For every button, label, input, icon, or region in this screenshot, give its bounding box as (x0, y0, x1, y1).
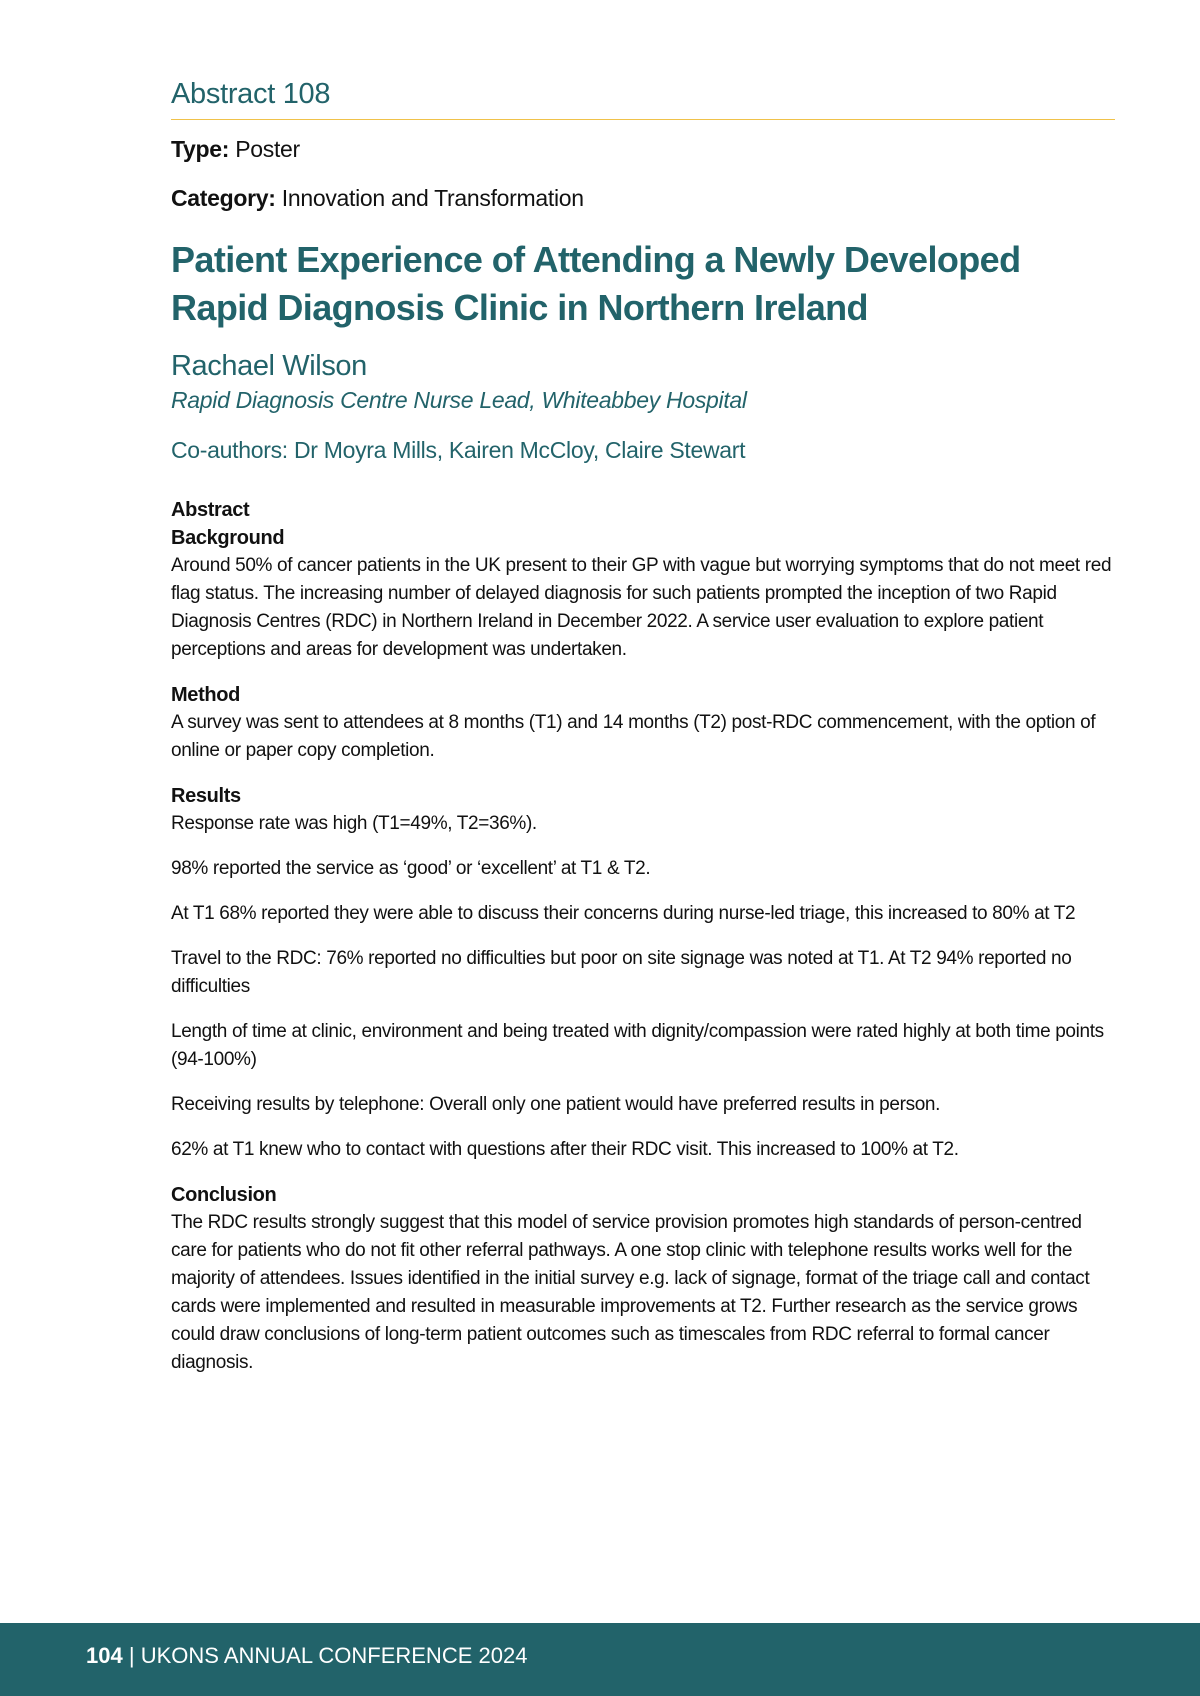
type-line (171, 136, 300, 163)
header-divider (171, 119, 1115, 120)
results-item: 98% reported the service as ‘good’ or ‘excellent’ at T1 & T2. (171, 858, 651, 879)
abstract-heading: Abstract (171, 499, 250, 521)
background-text: Around 50% of cancer patients in the UK present to their GP with vague but worrying symptoms that do not meet red flag status. The increasing number of delayed diagnosis for such patients prompted the inception of two Rapid Diagnosis Centres (RDC) in Northern Ireland in December 2022. A service user evaluation to explore patient perceptions and areas for development was undertaken. (171, 555, 1112, 660)
background-heading: Background (171, 527, 285, 549)
conclusion-heading: Conclusion (171, 1184, 277, 1206)
results-item: Response rate was high (T1=49%, T2=36%). (171, 813, 537, 834)
page-title: Patient Experience of Attending a Newly Developed Rapid Diagnosis Clinic in Northern Ireland (171, 239, 1021, 328)
results-item: Length of time at clinic, environment and being treated with dignity/compassion were rated highly at both time points (94-100%) (171, 1021, 1104, 1070)
coauthors: Co-authors: Dr Moyra Mills, Kairen McCloy, Claire Stewart (171, 437, 746, 463)
category-line (171, 185, 584, 212)
type-label: Type: (171, 136, 230, 162)
footer-bar (0, 1623, 1200, 1696)
type-value: Poster (235, 136, 300, 162)
author-name: Rachael Wilson (171, 350, 367, 382)
footer-text (86, 1643, 527, 1669)
abstract-number: Abstract 108 (171, 78, 331, 110)
abstract-body (171, 496, 1115, 1394)
category-label: Category: (171, 185, 276, 211)
results-item: At T1 68% reported they were able to discuss their concerns during nurse-led triage, this increased to 80% at T2 (171, 903, 1076, 924)
results-heading: Results (171, 785, 241, 807)
results-item: Receiving results by telephone: Overall only one patient would have preferred results in person. (171, 1094, 941, 1115)
footer-separator: | (128, 1643, 135, 1668)
method-heading: Method (171, 684, 240, 706)
results-item: 62% at T1 knew who to contact with questions after their RDC visit. This increased to 100% at T2. (171, 1139, 959, 1160)
results-item: Travel to the RDC: 76% reported no difficulties but poor on site signage was noted at T1. At T2 94% reported no difficulties (171, 948, 1072, 997)
method-text: A survey was sent to attendees at 8 months (T1) and 14 months (T2) post-RDC commencement, with the option of online or paper copy completion. (171, 712, 1096, 761)
conference-name: UKONS ANNUAL CONFERENCE 2024 (140, 1643, 528, 1668)
author-affiliation: Rapid Diagnosis Centre Nurse Lead, Whiteabbey Hospital (171, 387, 747, 413)
conclusion-text: The RDC results strongly suggest that this model of service provision promotes high standards of person-centred care for patients who do not fit other referral pathways. A one stop clinic with telephone results works well for the majority of attendees. Issues identified in the initial survey e.g. lack of signage, format of the triage call and contact cards were implemented and resulted in measurable improvements at T2. Further research as the service grows could draw conclusions of long-term patient outcomes such as timescales from RDC referral to formal cancer diagnosis. (171, 1212, 1090, 1373)
category-value: Innovation and Transformation (281, 185, 584, 211)
page-number: 104 (86, 1643, 123, 1668)
